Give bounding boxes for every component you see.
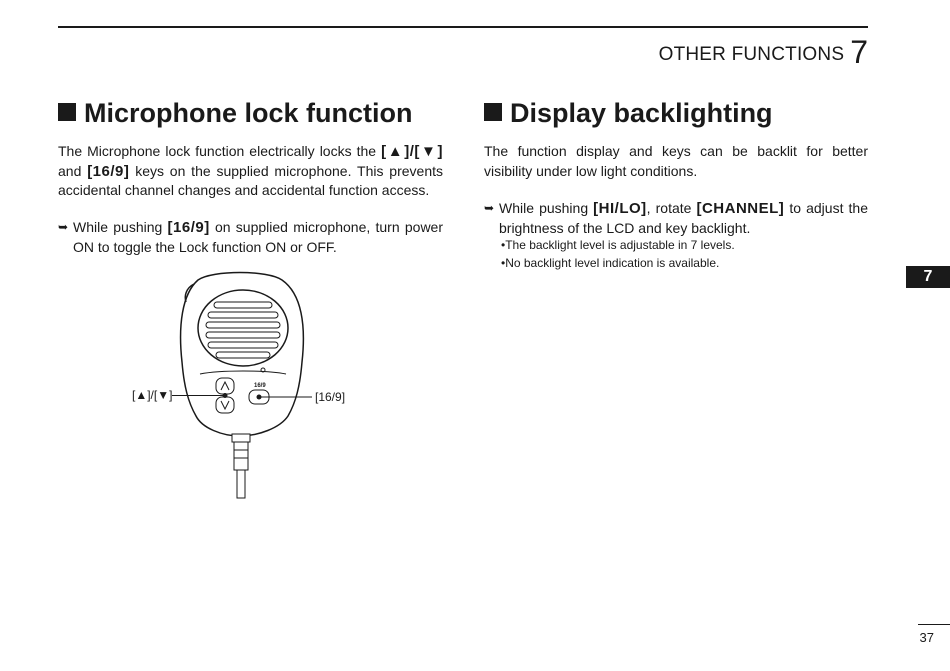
- section-title-text: Microphone lock function: [84, 98, 413, 128]
- key-16-9: [16/9]: [87, 162, 130, 180]
- section-title-display-backlighting: [484, 98, 773, 129]
- page-number-rule: [918, 624, 950, 625]
- para-text: The Microphone lock function electrically locks the: [58, 143, 382, 159]
- key-hi-lo: [HI/LO]: [593, 200, 647, 217]
- section-title-microphone-lock: [58, 98, 413, 129]
- chapter-number: 7: [850, 34, 868, 70]
- page-number: 37: [919, 630, 934, 645]
- step-arrow-icon: ➥: [484, 201, 495, 215]
- microphone-illustration: [120, 266, 380, 506]
- key-channel: [CHANNEL]: [696, 200, 785, 217]
- top-rule: [58, 26, 868, 28]
- button-print-16-9: 16/9: [254, 383, 266, 389]
- square-bullet-icon: [58, 103, 76, 121]
- callout-updown-label: [▲]/[▼]: [132, 388, 173, 402]
- step-text: , rotate: [646, 200, 697, 216]
- chapter-header: [659, 34, 868, 71]
- callout-16-9-label: [16/9]: [315, 390, 346, 404]
- microphone-lock-step: [58, 218, 443, 257]
- key-updown: [▲]/[▼]: [381, 143, 443, 160]
- para-text: and: [58, 162, 88, 179]
- section-title-text: Display backlighting: [510, 98, 773, 128]
- step-text: to adjust the brightness of the LCD and key backlight.: [499, 200, 868, 236]
- backlighting-paragraph: The function display and keys can be backlit for better visibility under low light conditions.: [484, 143, 868, 179]
- square-bullet-icon: [484, 103, 502, 121]
- step-text: While pushing: [499, 200, 594, 216]
- step-text: on supplied microphone, turn power ON to toggle the Lock function ON or OFF.: [73, 219, 443, 255]
- microphone-lock-paragraph: [58, 142, 443, 201]
- step-text: While pushing: [73, 219, 168, 235]
- chapter-title: OTHER FUNCTIONS: [658, 44, 845, 65]
- key-16-9: [16/9]: [167, 219, 210, 236]
- chapter-side-tab: 7: [906, 266, 950, 288]
- bullet-item: •The backlight level is adjustable in 7 levels.: [501, 238, 735, 252]
- para-text: keys on the supplied microphone. This prevents accidental channel changes and accidental function access.: [58, 162, 444, 198]
- backlighting-step: [484, 199, 868, 238]
- step-arrow-icon: ➥: [58, 220, 69, 234]
- bullet-item: •No backlight level indication is available.: [501, 256, 720, 270]
